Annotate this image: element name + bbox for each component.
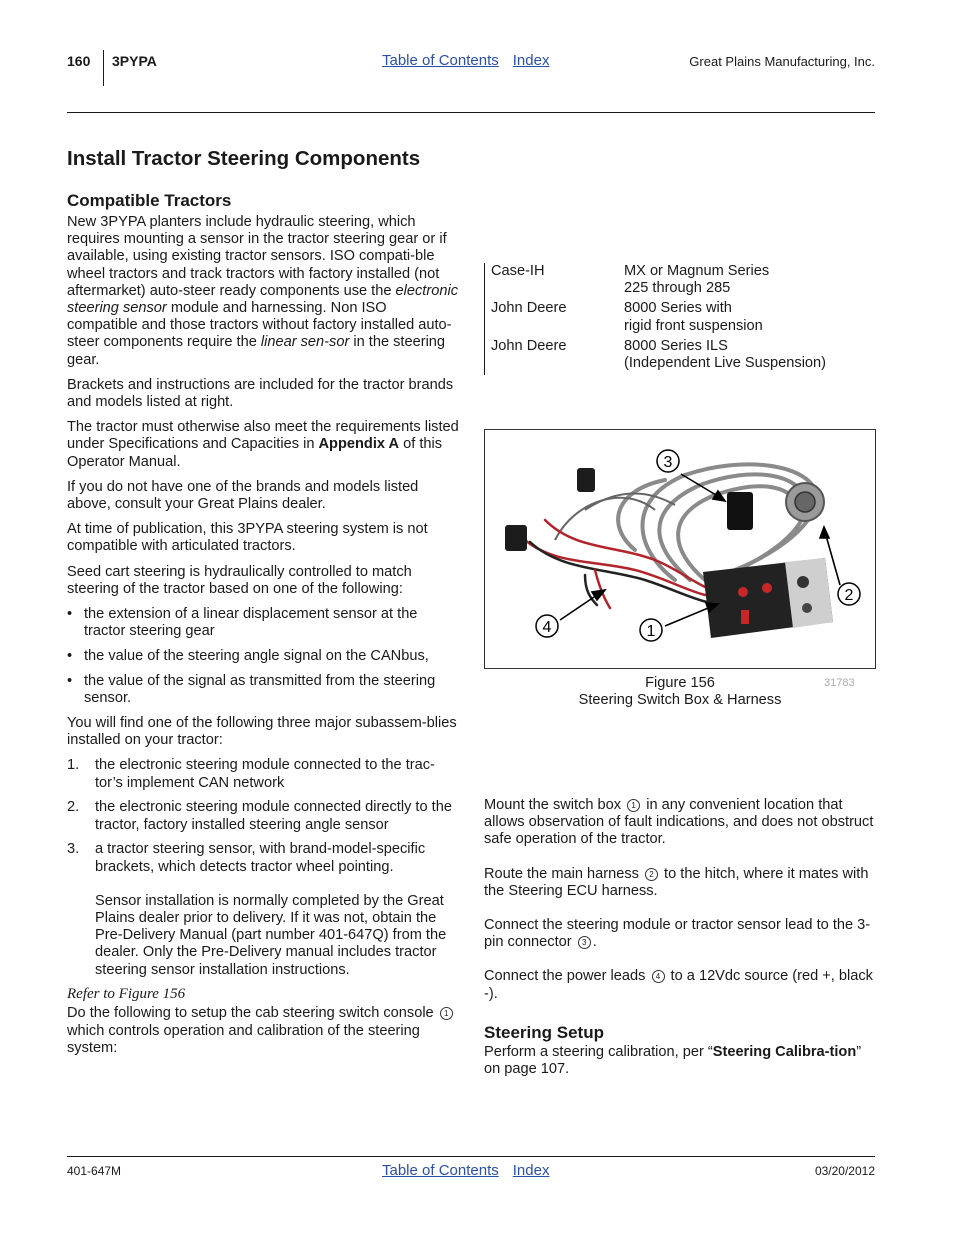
table-row — [491, 338, 884, 372]
installation-note: Sensor installation is normally completed by the Great Plains dealer prior to delivery. If it was not, obtain the Pre-Delivery Manual (part number 401-647Q) from the dealer. Only the Pre-Delivery manual includes tractor steering sensor installation instructions. — [95, 892, 447, 978]
list-item: 1. the electronic steering module connected to the trac-tor’s implement CAN network — [67, 757, 435, 791]
list-item: 3. a tractor steering sensor, with brand-model-specific brackets, which detects tractor wheel pointing. Sensor installation is normally completed by the Great Plains dealer prior to delivery. If it was not, obtain the Pre-Delivery Manual (part number 401-647Q) from the dealer. Only the Pre-Delivery manual includes tractor steering sensor installation instructions. — [67, 841, 459, 978]
tractor-brand: Case-IH — [491, 263, 545, 279]
footer-toc-link[interactable]: Table of Contents — [382, 1162, 499, 1179]
header-index-link[interactable]: Index — [512, 52, 550, 69]
footer-links — [382, 1162, 549, 1179]
figure-code: 31783 — [824, 677, 855, 689]
header-model: 3PYPA — [112, 53, 157, 69]
page-number: 160 — [67, 53, 91, 69]
header-links — [382, 52, 549, 69]
requirements-paragraph: The tractor must otherwise also meet the requirements listed under Specifications and Capacities in Appendix A of this Operator Manual. — [67, 419, 459, 470]
steering-setup-paragraph: Perform a steering calibration, per “Steering Calibra-tion” on page 107. — [484, 1044, 862, 1078]
header-toc-link[interactable]: Table of Contents — [382, 52, 499, 69]
tractor-model: 8000 Series ILS (Independent Live Suspension) — [624, 337, 827, 372]
footer-doc-number: 401-647M — [67, 1164, 122, 1178]
compatible-tractors-heading: Compatible Tractors — [67, 191, 232, 210]
steering-basis-list — [67, 606, 459, 707]
route-instruction: Route the main harness 2 to the hitch, where it mates with the Steering ECU harness. — [484, 865, 869, 899]
dealer-paragraph: If you do not have one of the brands and models listed above, consult your Great Plains dealer. — [67, 478, 419, 513]
power-leads-instruction: Connect the power leads 4 to a 12Vdc source (red +, black -). — [484, 968, 873, 1002]
setup-paragraph: Do the following to setup the cab steering switch console 1 which controls operation and calibration of the steering system: — [67, 1005, 459, 1057]
list-item: • the extension of a linear displacement sensor at the tractor steering gear — [67, 606, 459, 640]
footer-date: 03/20/2012 — [814, 1164, 875, 1178]
list-item: 2. the electronic steering module connected directly to the tractor, factory installed steering angle sensor — [67, 799, 452, 833]
steering-switch-box-figure — [484, 429, 876, 669]
callout-3-label: 3 — [663, 454, 673, 471]
list-item: • the value of the steering angle signal on the CANbus, — [67, 648, 459, 665]
articulated-paragraph: At time of publication, this 3PYPA steering system is not compatible with articulated tractors. — [67, 521, 428, 555]
header-rule — [67, 112, 875, 113]
seed-cart-paragraph: Seed cart steering is hydraulically controlled to match steering of the tractor based on one of the following: — [67, 563, 412, 597]
tractor-brand: John Deere — [491, 300, 567, 317]
list-item: • the value of the signal as transmitted from the steering sensor. — [67, 673, 459, 707]
right-column — [484, 797, 876, 1095]
callout-1-label: 1 — [646, 623, 656, 640]
brackets-paragraph: Brackets and instructions are included for the tractor brands and models listed at right. — [67, 376, 454, 411]
harness-illustration — [485, 430, 875, 668]
intro-paragraph: New 3PYPA planters include hydraulic steering, which requires mounting a sensor in the tractor steering gear or if available, using existing tractor sensors. ISO compati-ble wheel tractors and track tractors with factory installed (not aftermarket) auto-steer ready components use the electronic steering sensor module and harnessing. Non ISO compatible and those tractors without factory installed auto-steer components require the linear sen-sor in the steering gear. — [67, 214, 458, 368]
figure-number: Figure 156 — [645, 675, 715, 691]
tractor-model: 8000 Series with rigid front suspension — [624, 300, 763, 334]
callout-2-icon: 2 — [645, 868, 658, 881]
table-row — [491, 263, 884, 297]
callout-1-icon: 1 — [627, 799, 640, 812]
header-company: Great Plains Manufacturing, Inc. — [689, 54, 875, 69]
callout-3-icon: 3 — [578, 936, 591, 949]
figure-title: Steering Switch Box & Harness — [578, 692, 782, 709]
tractor-model: MX or Magnum Series 225 through 285 — [624, 263, 770, 297]
figure-caption — [484, 675, 876, 709]
callout-4-label: 4 — [542, 619, 552, 636]
steering-setup-heading: Steering Setup — [484, 1022, 604, 1042]
connect-sensor-instruction: Connect the steering module or tractor sensor lead to the 3-pin connector 3 . — [484, 917, 871, 951]
table-row — [491, 300, 884, 334]
callout-4-icon: 4 — [652, 970, 665, 983]
tractor-brand: John Deere — [491, 337, 567, 354]
header-divider — [103, 50, 104, 86]
footer-rule — [67, 1156, 875, 1157]
footer-index-link[interactable]: Index — [512, 1162, 550, 1179]
subassemblies-list — [67, 757, 459, 978]
tractor-table — [484, 263, 884, 375]
subassemblies-paragraph: You will find one of the following three major subassem-blies installed on your tractor: — [67, 715, 457, 749]
left-column — [67, 214, 459, 1065]
mount-instruction: Mount the switch box 1 in any convenient location that allows observation of fault indications, and does not obstruct safe operation of the tractor. — [484, 797, 874, 848]
callout-2-label: 2 — [844, 587, 854, 604]
figure-reference: Refer to Figure 156 — [67, 986, 186, 1003]
page-title: Install Tractor Steering Components — [67, 147, 421, 170]
callout-1-icon: 1 — [440, 1007, 453, 1020]
